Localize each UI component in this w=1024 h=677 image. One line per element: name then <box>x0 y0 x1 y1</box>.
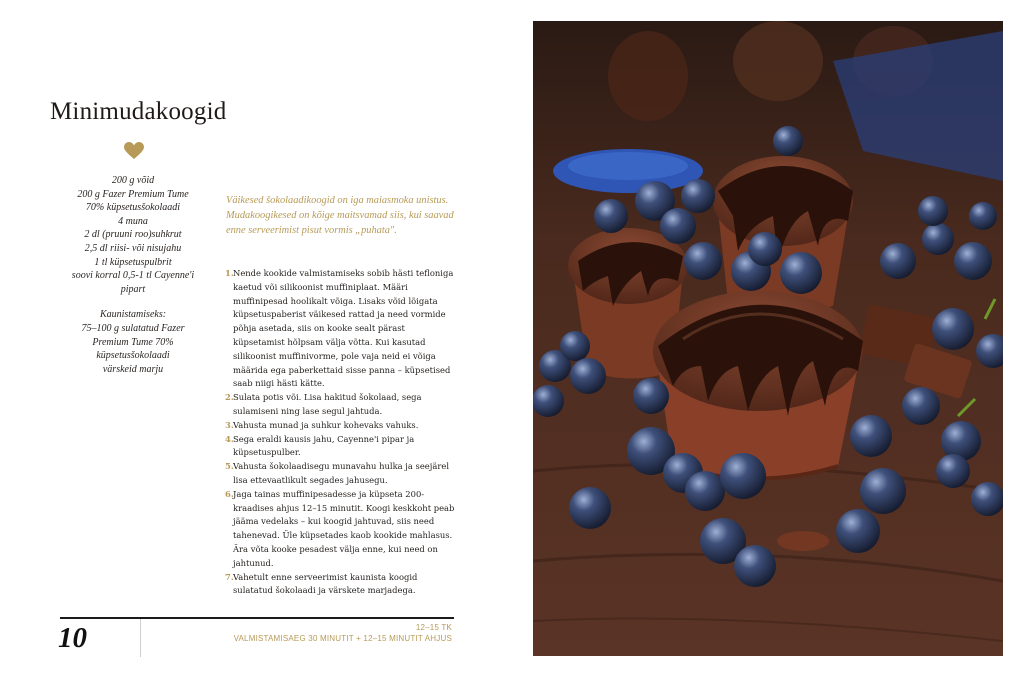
step-number: 2. <box>225 392 234 403</box>
decoration-heading: Kaunistamiseks: <box>99 309 167 321</box>
step-number: 1. <box>225 268 234 278</box>
ingredient-item: 2,5 dl riisi- või nisujahu <box>84 242 182 254</box>
ingredient-item: soovi korral 0,5-1 tl Cayenne'i <box>71 270 195 282</box>
decoration-item: 75–100 g sulatatud Fazer <box>81 322 185 334</box>
step-item <box>225 267 459 391</box>
recipe-intro: Väikesed šokolaadikoogid on iga maiasmoka unistus. Mudakoogikesed on kõige maitsvamad siis, kui saavad enne serveerimist pisut vormis „puhata". <box>226 195 454 237</box>
step-number: 6. <box>225 488 234 499</box>
footer-divider <box>140 619 141 657</box>
step-text: Nende kookide valmistamiseks sobib hästi tefloniga kaetud või silikoonist muffiniplaat. Määri muffinipesad hoolikalt võiga. Lisaks võid lõigata küpsetuspaberist väikesed rattad ja need vormide põhja asetada, siis on kooke sealt pärast küpsetamist hõlpsam välja võtta. Kui kasutad silikoonist muffinivorme, pole vaja neid ei võiga määrida ega paberkettaid sisse panna – küpsetised saab niigi hästi kätte. <box>233 268 454 389</box>
step-number: 5. <box>225 461 234 472</box>
decoration-item: värskeid marju <box>102 363 164 375</box>
step-text: Sega eraldi kausis jahu, Cayenne'i pipar ja küpsetuspulber. <box>233 433 415 458</box>
ingredient-item: 2 dl (pruuni roo)suhkrut <box>84 229 182 241</box>
yield-text: 12–15 TK <box>415 623 452 632</box>
step-text: Sulata potis või. Lisa hakitud šokolaad, sega sulamiseni ning lase segul jahtuda. <box>233 392 422 416</box>
ingredient-item: 200 g võid <box>111 175 155 186</box>
ingredient-item: 4 muna <box>118 215 148 227</box>
prep-time-text: VALMISTAMISAEG 30 MINUTIT + 12–15 MINUTIT AHJUS <box>233 634 452 643</box>
step-item <box>225 571 459 599</box>
ingredients-list <box>40 174 226 376</box>
recipe-meta <box>234 622 452 644</box>
muffins-photo-illustration <box>533 21 1003 656</box>
step-number: 4. <box>225 433 234 444</box>
step-text: Vahusta šokolaadisegu munavahu hulka ja seejärel lisa ettevaatlikult segades jahusegu. <box>233 461 449 485</box>
recipe-title: Minimudakoogid <box>50 98 227 125</box>
step-item <box>225 460 459 488</box>
step-item <box>225 433 459 461</box>
footer-rule <box>60 617 454 619</box>
step-item <box>225 419 459 433</box>
ingredient-item: 70% küpsetusšokolaadi <box>85 202 181 214</box>
decoration-item: küpsetusšokolaadi <box>96 350 170 362</box>
decoration-item: Premium Tume 70% <box>92 336 174 348</box>
step-item <box>225 391 459 419</box>
step-number: 7. <box>225 571 234 582</box>
ingredient-item: 200 g Fazer Premium Tume <box>77 188 189 200</box>
heart-icon <box>124 142 144 160</box>
step-text: Vahetult enne serveerimist kaunista koogid sulatatud šokolaadi ja värskete marjadega. <box>233 571 418 596</box>
ingredient-item: 1 tl küpsetuspulbrit <box>94 256 172 268</box>
page-number: 10 <box>58 622 87 654</box>
step-number: 3. <box>225 419 234 430</box>
step-item <box>225 488 459 571</box>
ingredient-item: pipart <box>120 283 146 295</box>
muffins-photo <box>533 21 1003 656</box>
steps-list <box>225 267 459 598</box>
step-text: Jaga tainas muffinipesadesse ja küpseta 200-kraadises ahjus 12–15 minutit. Koogi keskkoht peab jääma vedelaks – kui koogid jahtuvad, siis need tahenevad. Üle küpsetades kaob kookide mahlasus. Ära võta kooke pesadest välja enne, kui need on jahtunud. <box>233 488 455 568</box>
step-text: Vahusta munad ja suhkur kohevaks vahuks. <box>233 419 419 430</box>
